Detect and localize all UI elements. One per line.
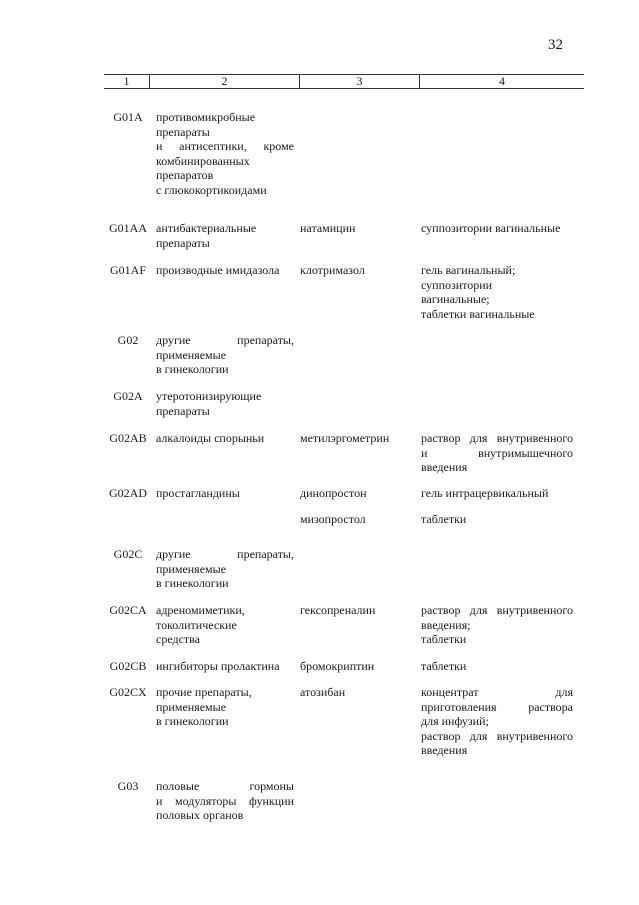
drug-name-line: натамицин [300, 221, 356, 235]
group-name-line: адреномиметики, [156, 603, 245, 617]
dosage-form [421, 603, 573, 647]
dosage-form [421, 659, 573, 674]
drug-name [300, 486, 418, 501]
group-name-line: и модуляторы функции [156, 793, 294, 808]
column-header-2: 2 [149, 75, 299, 88]
column-header-3: 3 [299, 75, 419, 88]
group-name-line: применяемые [156, 699, 227, 714]
dosage-form [421, 263, 573, 321]
drug-name-line: бромокриптин [300, 659, 375, 673]
atc-code: G02AB [109, 431, 147, 445]
drug-name-line: мизопростол [300, 512, 366, 526]
atc-code: G02CA [109, 603, 147, 617]
dosage-form [421, 221, 573, 236]
group-name-line: комбинированных [156, 153, 250, 168]
drug-name [300, 263, 418, 278]
column-header-4: 4 [419, 75, 584, 88]
drug-name-line: динопростон [300, 486, 367, 500]
group-name-line: ингибиторы пролактина [156, 659, 280, 673]
atc-code: G01AF [109, 263, 146, 277]
group-name-line: в гинекологии [156, 714, 229, 728]
dosage-form-line: введения [421, 460, 468, 474]
dosage-form-line: таблетки [421, 512, 467, 526]
page-number: 32 [548, 37, 563, 53]
dosage-form-line: суппозитории [421, 277, 493, 292]
group-name [156, 389, 294, 418]
dosage-form-line: гель вагинальный; [421, 263, 516, 277]
dosage-form-line: раствор для внутривенного [421, 728, 573, 743]
atc-code: G02AD [109, 486, 147, 500]
group-name-line: прочие препараты, [156, 685, 252, 699]
dosage-form-line: и внутримышечного [421, 445, 573, 460]
drug-name [300, 431, 418, 446]
dosage-form-line: введения [421, 743, 468, 757]
dosage-form-line: гель интрацервикальный [421, 486, 549, 500]
group-name-line: препараты [156, 403, 210, 418]
group-name-line: применяемые [156, 347, 227, 362]
group-name-line: противомикробные [156, 110, 256, 124]
group-name [156, 659, 294, 674]
atc-code: G02CB [109, 659, 147, 673]
dosage-form-line: вагинальные; [421, 292, 490, 306]
group-name [156, 685, 294, 729]
group-name [156, 431, 294, 446]
group-name-line: препараты [156, 235, 210, 250]
group-name [156, 547, 294, 591]
group-name-line: производные имидазола [156, 263, 280, 277]
dosage-form-line: для инфузий; [421, 714, 489, 728]
dosage-form-line: раствор для внутривенного [421, 603, 573, 617]
group-name-line: препараты [156, 124, 210, 139]
group-name-line: токолитические [156, 617, 237, 632]
table-header [104, 74, 584, 89]
group-name [156, 779, 294, 823]
group-name-line: другие препараты, [156, 333, 294, 347]
atc-code: G02CX [109, 685, 147, 699]
drug-name-line: метилэргометрин [300, 431, 390, 445]
column-header-1: 1 [123, 74, 130, 88]
dosage-form [421, 685, 573, 758]
group-name-line: с глюкокортикоидами [156, 182, 267, 197]
group-name-line: антибактериальные [156, 221, 257, 235]
group-name-line: простагландины [156, 486, 240, 500]
group-name [156, 603, 294, 647]
dosage-form [421, 512, 573, 527]
group-name-line: другие препараты, [156, 547, 294, 561]
drug-name [300, 659, 418, 674]
atc-code: G01AA [109, 221, 147, 235]
dosage-form-line: введения; [421, 617, 471, 632]
dosage-form [421, 431, 573, 475]
atc-code: G01A [113, 110, 143, 124]
group-name-line: утеротонизирующие [156, 389, 262, 403]
dosage-form [421, 486, 573, 501]
drug-name-line: атозибан [300, 685, 346, 699]
dosage-form-line: таблетки [421, 659, 467, 673]
drug-name [300, 221, 418, 236]
drug-name-line: гексопреналин [300, 603, 376, 617]
drug-name [300, 685, 418, 700]
group-name [156, 333, 294, 377]
atc-code: G02C [113, 547, 143, 561]
drug-name [300, 512, 418, 527]
atc-code: G02 [117, 333, 139, 347]
group-name-line: половых органов [156, 808, 244, 822]
atc-code: G03 [117, 779, 139, 793]
group-name-line: и антисептики, кроме [156, 139, 294, 153]
group-name [156, 221, 294, 250]
dosage-form-line: концентрат для [421, 685, 573, 699]
group-name-line: препаратов [156, 168, 214, 182]
group-name [156, 263, 294, 278]
drug-name-line: клотримазол [300, 263, 365, 277]
group-name-line: в гинекологии [156, 362, 229, 376]
group-name [156, 110, 294, 197]
dosage-form-line: таблетки [421, 632, 467, 646]
dosage-form-line: суппозитории вагинальные [421, 221, 561, 235]
group-name-line: в гинекологии [156, 576, 229, 590]
group-name-line: средства [156, 632, 201, 646]
group-name [156, 486, 294, 501]
dosage-form-line: раствор для внутривенного [421, 431, 573, 445]
dosage-form-line: приготовления раствора [421, 699, 573, 714]
group-name-line: применяемые [156, 561, 227, 576]
dosage-form-line: таблетки вагинальные [421, 306, 535, 321]
drug-name [300, 603, 418, 618]
group-name-line: алкалоиды спорыньи [156, 431, 265, 445]
group-name-line: половые гормоны [156, 779, 294, 793]
atc-code: G02A [113, 389, 143, 403]
